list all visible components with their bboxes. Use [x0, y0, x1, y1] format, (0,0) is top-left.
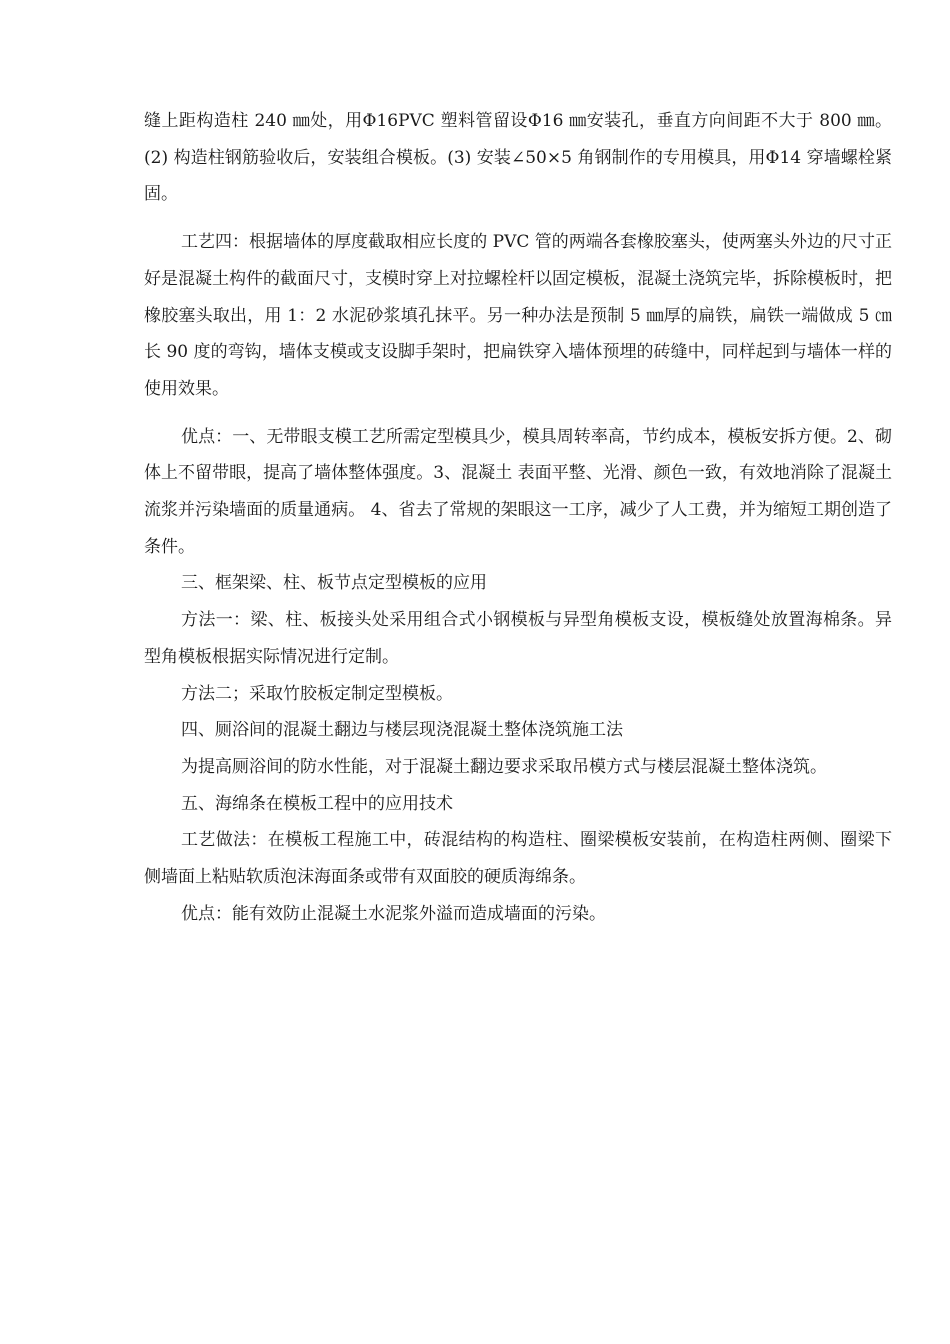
paragraph-anchor-hole-installation: 缝上距构造柱 240 ㎜处，用Φ16PVC 塑料管留设Φ16 ㎜安装孔，垂直方向间距不大于 800 ㎜。(2) 构造柱钢筋验收后，安装组合模板。(3) 安装∠50×5 角钢制作的专用模具，用Φ14 穿墙螺栓紧固。 [144, 111, 892, 205]
paragraph-process-four: 工艺四：根据墙体的厚度截取相应长度的 PVC 管的两端各套橡胶塞头，使两塞头外边的尺寸正好是混凝土构件的截面尺寸，支模时穿上对拉螺栓杆以固定模板，混凝土浇筑完毕，拆除模板时，把橡胶塞头取出，用 1：2 水泥砂浆填孔抹平。另一种办法是预制 5 ㎜厚的扁铁，扁铁一端做成 5 ㎝长 90 度的弯钩，墙体支模或支设脚手架时，把扁铁穿入墙体预埋的砖缝中，同样起到与墙体一样的使用效果。 [144, 232, 893, 399]
paragraph-advantages-no-hole-formwork: 优点：一、无带眼支模工艺所需定型模具少，模具周转率高，节约成本，模板安拆方便。2、砌体上不留带眼，提高了墙体整体强度。3、混凝土 表面平整、光滑、颜色一致，有效地消除了混凝土流浆并污染墙面的质量通病。 4、省去了常规的架眼这一工序，减少了人工费，并为缩短工期创造了条件。 [144, 426, 892, 557]
paragraph-method-two: 方法二；采取竹胶板定制定型模板。 [181, 683, 453, 704]
section-heading-joint-formwork: 三、框架梁、柱、板节点定型模板的应用 [181, 573, 487, 594]
document-body [144, 103, 892, 932]
paragraph-sponge-process: 工艺做法：在模板工程施工中，砖混结构的构造柱、圈梁模板安装前，在构造柱两侧、圈梁下侧墙面上粘贴软质泡沫海面条或带有双面胶的硬质海绵条。 [144, 830, 892, 888]
paragraph-sponge-advantage: 优点：能有效防止混凝土水泥浆外溢而造成墙面的污染。 [181, 903, 606, 924]
paragraph-bathroom-waterproofing: 为提高厕浴间的防水性能，对于混凝土翻边要求采取吊模方式与楼层混凝土整体浇筑。 [181, 756, 827, 777]
section-heading-bathroom-concrete: 四、厕浴间的混凝土翻边与楼层现浇混凝土整体浇筑施工法 [181, 720, 623, 741]
section-heading-sponge-strip: 五、海绵条在模板工程中的应用技术 [181, 793, 453, 814]
paragraph-method-one: 方法一：梁、柱、板接头处采用组合式小钢模板与异型角模板支设，模板缝处放置海棉条。异型角模板根据实际情况进行定制。 [144, 610, 892, 667]
